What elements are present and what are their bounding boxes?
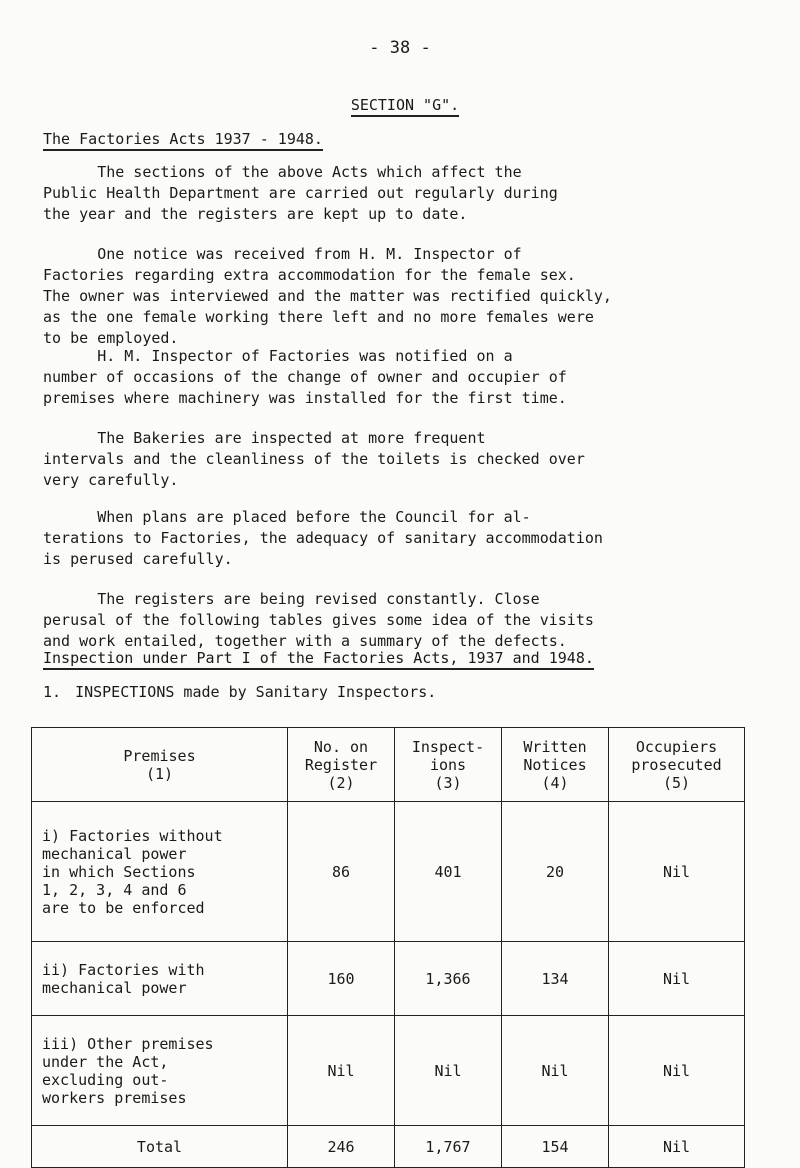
table-total-row xyxy=(32,1126,745,1168)
header-prosecuted: Occupiers prosecuted (5) xyxy=(609,728,745,802)
row-label: i) Factories without mechanical power in which Sections 1, 2, 3, 4 and 6 are to be enforced xyxy=(32,802,288,942)
header-inspections: Inspect- ions (3) xyxy=(395,728,502,802)
table-row xyxy=(32,1016,745,1126)
subsection-heading xyxy=(43,683,436,701)
header-notices: Written Notices (4) xyxy=(502,728,609,802)
page-number: - 38 - xyxy=(369,38,431,58)
subsection-title: INSPECTIONS made by Sanitary Inspectors. xyxy=(75,683,437,701)
paragraph-3: H. M. Inspector of Factories was notified on a number of occasions of the change of owner and occupier of premises where machinery was installed for the first time. xyxy=(43,347,567,407)
cell-inspections: Nil xyxy=(395,1016,502,1126)
table-row xyxy=(32,942,745,1016)
subsection-number: 1. xyxy=(43,683,62,701)
header-premises: Premises (1) xyxy=(32,728,288,802)
row-label: iii) Other premises under the Act, excluding out- workers premises xyxy=(32,1016,288,1126)
total-notices: 154 xyxy=(502,1126,609,1168)
cell-register: 160 xyxy=(288,942,395,1016)
total-register: 246 xyxy=(288,1126,395,1168)
table-header-row xyxy=(32,728,745,802)
cell-inspections: 1,366 xyxy=(395,942,502,1016)
paragraph-4: The Bakeries are inspected at more frequent intervals and the cleanliness of the toilets is checked over very carefully. xyxy=(43,429,585,489)
cell-inspections: 401 xyxy=(395,802,502,942)
cell-notices: 134 xyxy=(502,942,609,1016)
cell-prosecuted: Nil xyxy=(609,942,745,1016)
cell-prosecuted: Nil xyxy=(609,1016,745,1126)
row-label: ii) Factories with mechanical power xyxy=(32,942,288,1016)
inspections-table xyxy=(31,727,745,1168)
header-register: No. on Register (2) xyxy=(288,728,395,802)
paragraph-5: When plans are placed before the Council for al- terations to Factories, the adequacy of sanitary accommodation is perused carefully. xyxy=(43,508,603,568)
total-prosecuted: Nil xyxy=(609,1126,745,1168)
cell-notices: 20 xyxy=(502,802,609,942)
table-row xyxy=(32,802,745,942)
paragraph-1: The sections of the above Acts which affect the Public Health Department are carried out regularly during the year and the registers are kept up to date. xyxy=(43,163,558,223)
inspection-heading: Inspection under Part I of the Factories Acts, 1937 and 1948. xyxy=(43,649,594,670)
section-title: SECTION "G". xyxy=(0,96,800,114)
cell-register: Nil xyxy=(288,1016,395,1126)
cell-register: 86 xyxy=(288,802,395,942)
total-inspections: 1,767 xyxy=(395,1126,502,1168)
paragraph-2: One notice was received from H. M. Inspector of Factories regarding extra accommodation for the female sex. The owner was interviewed and the matter was rectified quickly, as the one female working there left and no more females were to be employed. xyxy=(43,245,612,347)
total-label: Total xyxy=(32,1126,288,1168)
acts-title: The Factories Acts 1937 - 1948. xyxy=(43,130,323,151)
cell-prosecuted: Nil xyxy=(609,802,745,942)
cell-notices: Nil xyxy=(502,1016,609,1126)
paragraph-6: The registers are being revised constantly. Close perusal of the following tables gives some idea of the visits and work entailed, together with a summary of the defects. xyxy=(43,590,594,650)
